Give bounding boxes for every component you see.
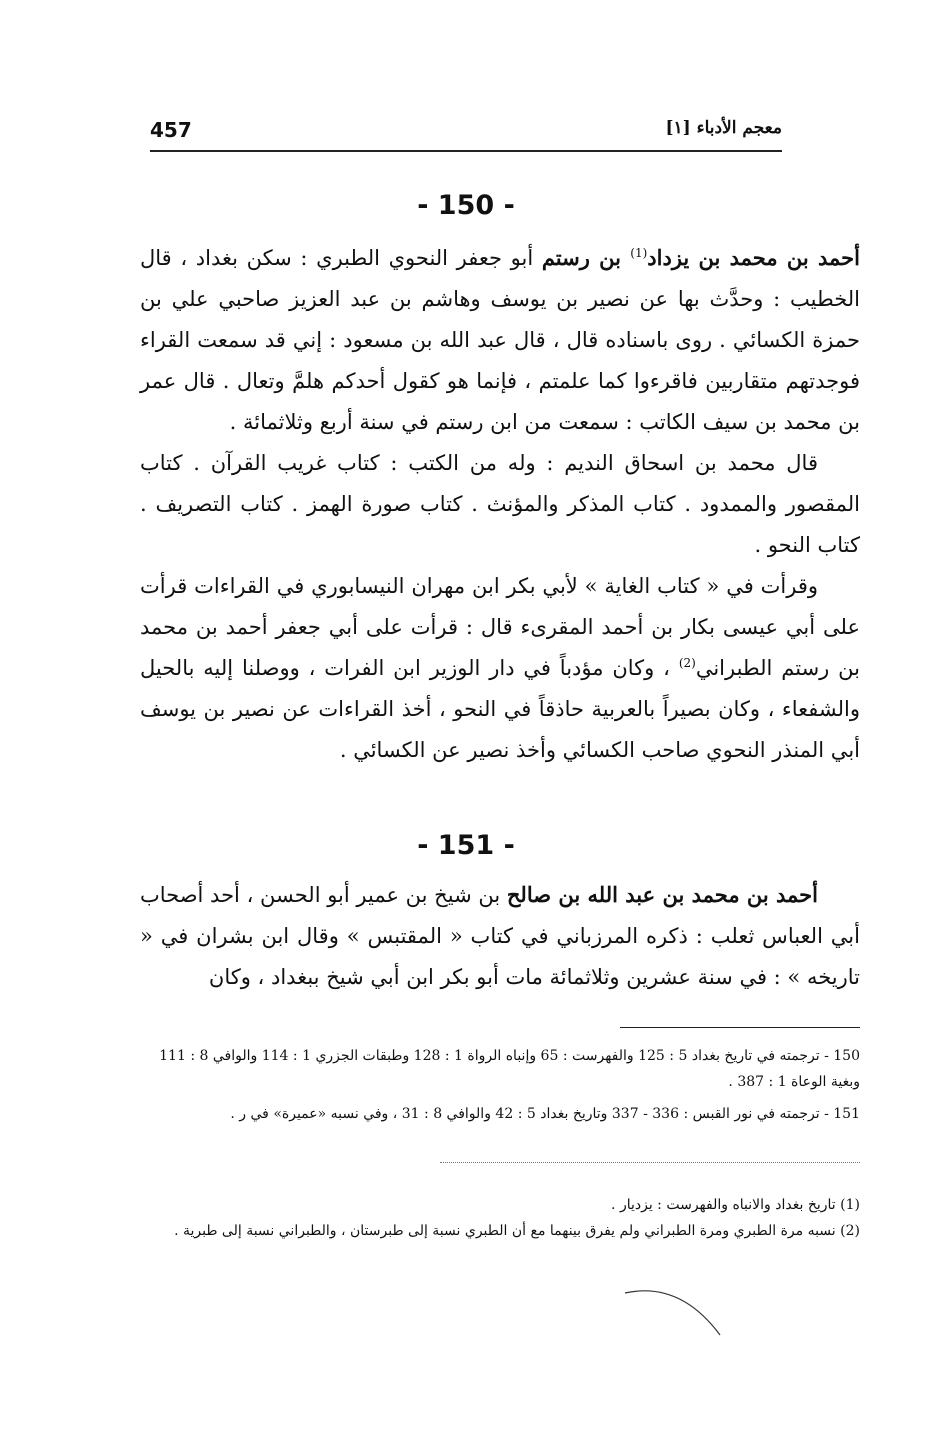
entry-number-151: - 151 - [417,830,515,861]
footnote-ref-2: (2) [678,656,696,670]
entry-151-name: أحمد بن محمد بن عبد الله بن صالح [506,882,818,907]
notes-rule [620,1027,860,1028]
entry-150-paragraph-3 [140,566,860,771]
header-rule [150,150,782,152]
source-note-150: 150 - ترجمته في تاريخ بغداد 5 : 125 والفهرست : 65 وإنباه الرواة 1 : 128 وطبقات الجزري 1 : 114 والوافي 8 : 111 وبغية الوعاة 1 : 387 . [159,1048,860,1090]
entry-150-paragraph-1 [140,237,860,443]
source-note-151: 151 - ترجمته في نور القبس : 336 - 337 وتاريخ بغداد 5 : 42 والوافي 8 : 31 ، وفي نسبه «عميرة» في ر . [230,1106,860,1122]
footnotes [140,1192,860,1244]
footnote-ref-1: (1) [630,246,648,260]
footnote-1: (1) تاريخ بغداد والانباه والفهرست : يزديار . [611,1197,860,1213]
entry-150-paragraph-2: قال محمد بن اسحاق النديم : وله من الكتب : كتاب غريب القرآن . كتاب المقصور والممدود . كتاب المذكر والمؤنث . كتاب صورة الهمز . كتاب التصريف . كتاب النحو . [140,451,860,557]
entry-151-paragraph-1 [140,874,860,998]
decorative-swoosh-icon [620,1285,730,1345]
entry-150-text-3b: ، وكان مؤدباً في دار الوزير ابن الفرات ، ووصلنا إليه بالحيل والشفعاء ، وكان بصيراً بالعربية حاذقاً في النحو ، أخذ القراءات عن نصير بن يوسف أبي المنذر النحوي صاحب الكسائي وأخذ نصير عن الكسائي . [140,656,860,762]
entry-150-name: أحمد بن محمد بن يزداد [647,245,860,270]
entry-151-text-1: بن شيخ بن عمير أبو الحسن ، أحد أصحاب أبي العباس ثعلب : ذكره المرزباني في كتاب « المقتبس » وقال ابن بشران في « تاريخه » : في سنة عشرين وثلاثمائة مات أبو بكر ابن أبي شيخ ببغداد ، وكان [139,883,860,989]
entry-number-150: - 150 - [417,190,515,221]
running-title: معجم الأدباء [١] [665,118,782,138]
footnote-2: (2) نسبه مرة الطبري ومرة الطبراني ولم يفرق بينهما مع أن الطبري نسبة إلى طبرستان ، والطبراني نسبة إلى طبرية . [174,1223,860,1239]
page-number: 457 [150,118,192,142]
entry-150-body [140,237,860,771]
entry-150-name-cont: بن رستم [541,245,631,270]
source-notes [140,1043,860,1127]
entry-150-text-3a: وقرأت في « كتاب الغاية » لأبي بكر ابن مهران النيسابوري في القراءات قرأت على أبي عيسى بكار بن أحمد المقرىء قال : قرأت على أبي جعفر أحمد بن محمد بن رستم الطبراني [140,574,860,680]
notes-dotted-separator [440,1162,860,1163]
entry-150-text-1: أبو جعفر النحوي الطبري : سكن بغداد ، قال الخطيب : وحدَّث بها عن نصير بن يوسف وهاشم بن عبد العزيز صاحبي علي بن حمزة الكسائي . روى باسناده قال ، قال عبد الله بن مسعود : إني قد سمعت القراء فوجدتهم متقاربين فاقرءوا كما علمتم ، فإنما هو كقول أحدكم هلمَّ وتعال . قال عمر بن محمد بن سيف الكاتب : سمعت من ابن رستم في سنة أربع وثلاثمائة . [140,246,860,434]
page-header [150,118,782,148]
entry-151-body [140,874,860,998]
